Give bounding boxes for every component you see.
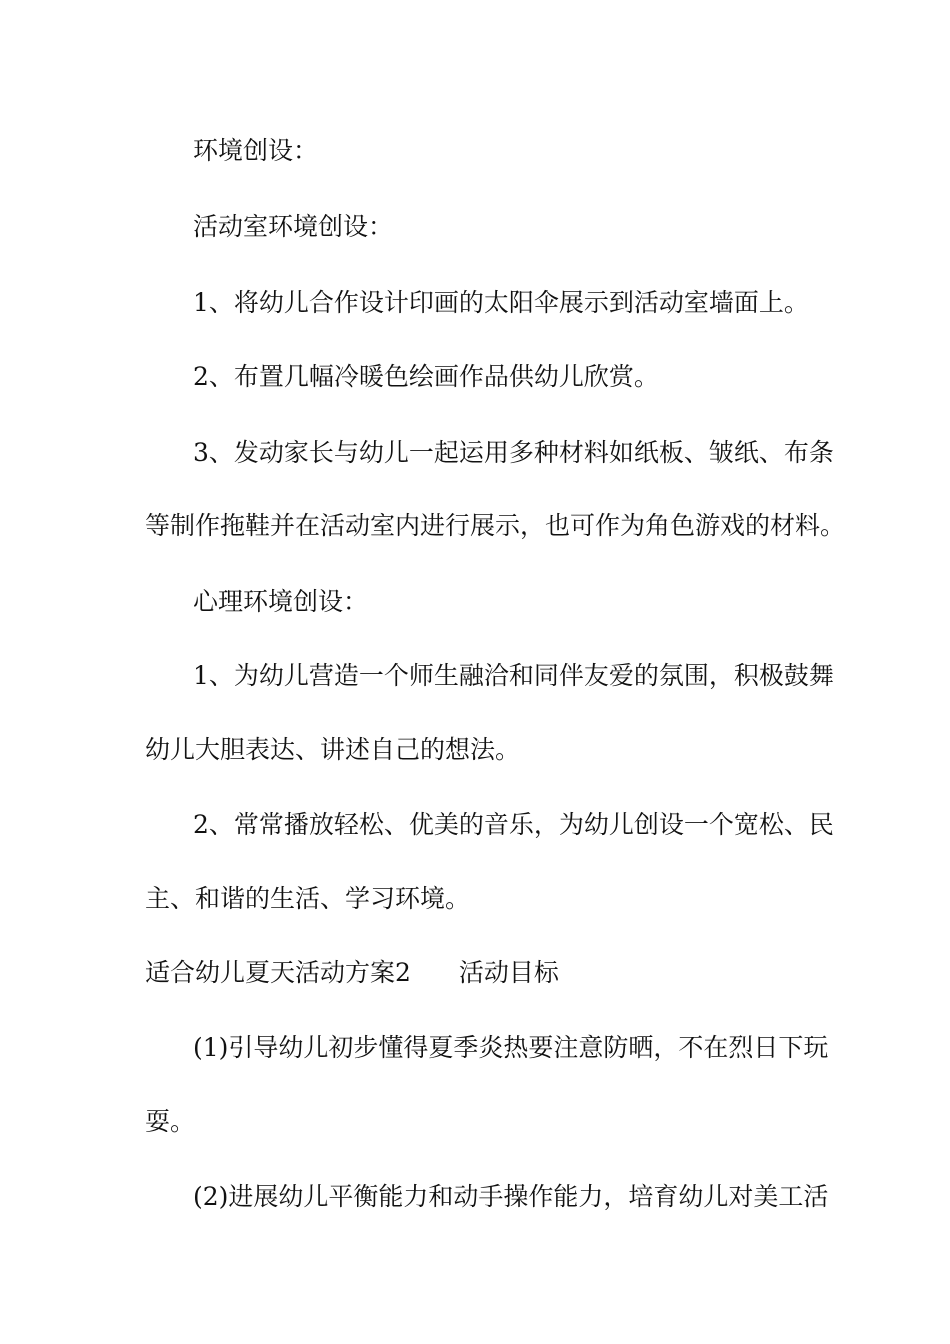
paragraph-line: 主、和谐的生活、学习环境。 (145, 884, 471, 913)
paragraph-line: 等制作拖鞋并在活动室内进行展示，也可作为角色游戏的材料。 (145, 511, 846, 540)
goal-line: (2)进展幼儿平衡能力和动手操作能力，培育幼儿对美工活 (193, 1182, 829, 1211)
paragraph-line: 2、常常播放轻松、优美的音乐，为幼儿创设一个宽松、民 (193, 810, 834, 839)
paragraph-line: 环境创设： (193, 136, 319, 165)
section-heading (145, 957, 559, 989)
paragraph-line: 3、发动家长与幼儿一起运用多种材料如纸板、皱纸、布条 (193, 438, 834, 467)
goal-line: (1)引导幼儿初步懂得夏季炎热要注意防晒，不在烈日下玩 (193, 1033, 829, 1062)
paragraph-line: 2、布置几幅冷暖色绘画作品供幼儿欣赏。 (193, 362, 659, 391)
section-title: 适合幼儿夏天活动方案2 (145, 958, 411, 987)
goal-line: 耍。 (145, 1107, 196, 1136)
paragraph-line: 幼儿大胆表达、讲述自己的想法。 (145, 735, 521, 764)
paragraph-line: 1、为幼儿营造一个师生融洽和同伴友爱的氛围，积极鼓舞 (193, 661, 834, 690)
paragraph-line: 1、将幼儿合作设计印画的太阳伞展示到活动室墙面上。 (193, 288, 809, 317)
paragraph-line: 心理环境创设： (193, 587, 369, 616)
paragraph-line: 活动室环境创设： (193, 212, 394, 241)
section-subtitle: 活动目标 (458, 958, 559, 987)
